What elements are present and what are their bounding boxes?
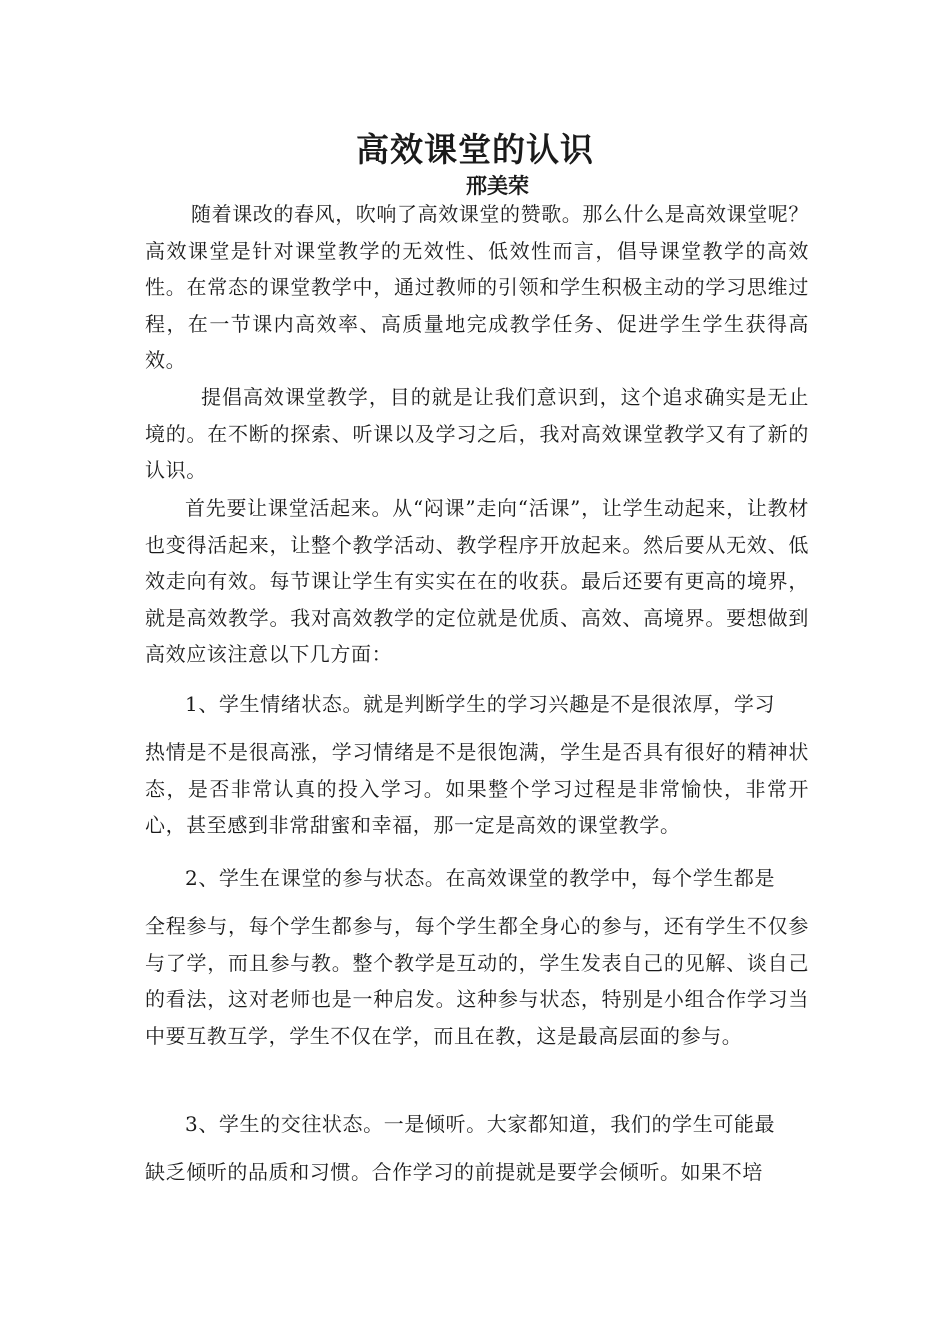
paragraph-intro: 随着课改的春风，吹响了高效课堂的赞歌。那么什么是高效课堂呢？高效课堂是针对课堂教学的无效性、低效性而言，倡导课堂教学的高效性。在常态的课堂教学中，通过教师的引领和学生积极主动的学习思维过程，在一节课内高效率、高质量地完成教学任务、促进学生学生获得高效。	[145, 202, 809, 372]
document-title: 高效课堂的认识	[356, 130, 594, 169]
point-interaction-state	[145, 1104, 809, 1191]
author-name: 邢美荣	[466, 174, 529, 198]
paragraph-purpose: 提倡高效课堂教学，目的就是让我们意识到，这个追求确实是无止境的。在不断的探索、听课以及学习之后，我对高效课堂教学又有了新的认识。	[145, 385, 809, 482]
paragraph-approach: 首先要让课堂活起来。从“闷课”走向“活课”，让学生动起来，让教材也变得活起来，让整个教学活动、教学程序开放起来。然后要从无效、低效走向有效。每节课让学生有实实在在的收获。最后还要有更高的境界，就是高效教学。我对高效教学的定位就是优质、高效、高境界。要想做到高效应该注意以下几方面：	[145, 496, 809, 666]
point-first-line: 2、学生在课堂的参与状态。在高效课堂的教学中，每个学生都是	[185, 866, 776, 890]
point-first-line: 1、学生情绪状态。就是判断学生的学习兴趣是不是很浓厚，学习	[185, 692, 776, 716]
point-body: 热情是不是很高涨，学习情绪是不是很饱满，学生是否具有很好的精神状态，是否非常认真的投入学习。如果整个学习过程是非常愉快，非常开心，甚至感到非常甜蜜和幸福，那一定是高效的课堂教学。	[145, 740, 809, 837]
point-emotion-state	[145, 684, 809, 844]
point-body: 全程参与，每个学生都参与，每个学生都全身心的参与，还有学生不仅参与了学，而且参与教。整个教学是互动的，学生发表自己的见解、谈自己的看法，这对老师也是一种启发。这种参与状态，特别是小组合作学习当中要互教互学，学生不仅在学，而且在教，这是最高层面的参与。	[145, 914, 809, 1048]
point-first-line: 3、学生的交往状态。一是倾听。大家都知道，我们的学生可能最	[185, 1112, 776, 1136]
point-participation-state	[145, 858, 809, 1054]
point-body: 缺乏倾听的品质和习惯。合作学习的前提就是要学会倾听。如果不培	[145, 1160, 763, 1184]
